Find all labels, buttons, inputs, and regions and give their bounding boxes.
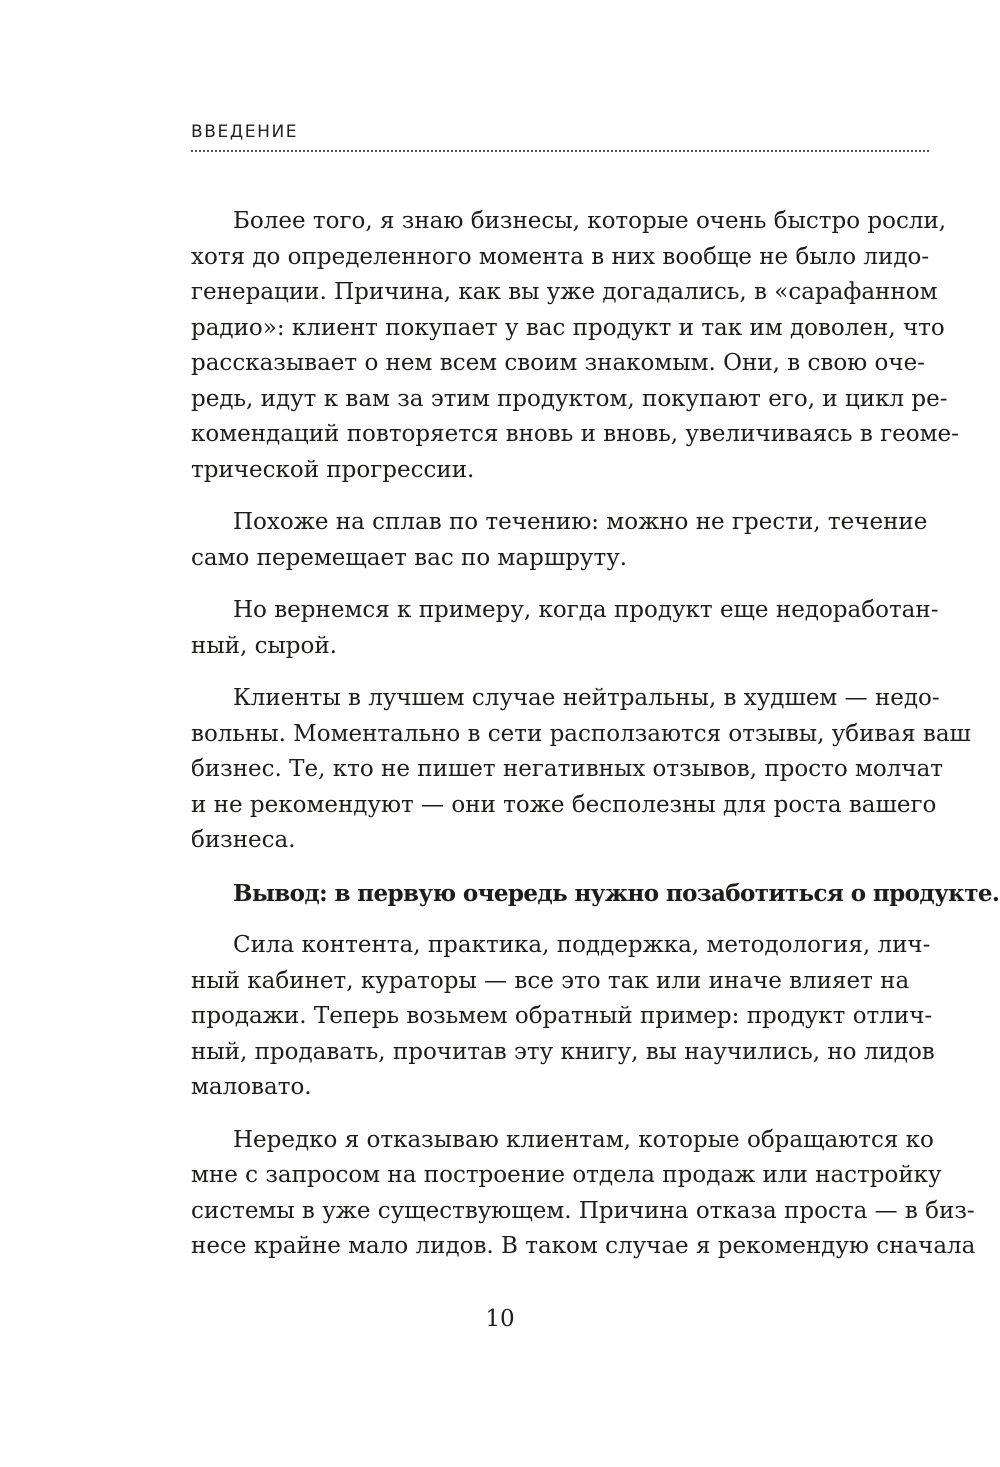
body-text [191, 204, 1000, 1282]
text-line: Более того, я знаю бизнесы, которые очень быстро росли, [233, 208, 947, 234]
text-line: Нередко я отказываю клиентам, которые обращаются ко [233, 1126, 934, 1153]
paragraph-raw-product [191, 593, 939, 664]
text-line: Сила контента, практика, поддержка, методология, лич- [233, 932, 931, 958]
text-line: ный кабинет, кураторы — все это так или иначе влияет на [191, 967, 910, 994]
header-dotted-rule [191, 150, 929, 152]
text-line: трической прогрессии. [191, 456, 475, 483]
text-line: системы в уже существующем. Причина отказа проста — в биз- [191, 1197, 975, 1224]
paragraph-unhappy-clients [191, 681, 971, 859]
text-line: хотя до определенного момента в них вообще не было лидо- [191, 243, 930, 270]
text-line: продажи. Теперь возьмем обратный пример: продукт отлич- [191, 1003, 933, 1029]
running-header: ВВЕДЕНИЕ [191, 122, 299, 142]
text-line: вольны. Моментально в сети расползаются отзывы, убивая ваш [191, 720, 971, 747]
text-line: бизнеса. [191, 827, 296, 853]
text-line: Клиенты в лучшем случае нейтральны, в худшем — недо- [233, 685, 940, 711]
text-line: радио»: клиент покупает у вас продукт и так им доволен, что [191, 314, 945, 341]
text-line: комендаций повторяется вновь и вновь, увеличиваясь в геоме- [191, 421, 959, 447]
text-line: и не рекомендуют — они тоже бесполезны для роста вашего [191, 791, 937, 818]
text-line: генерации. Причина, как вы уже догадались, в «сарафанном [191, 279, 938, 305]
paragraph-refusing-clients [191, 1123, 976, 1265]
paragraph-conclusion [191, 876, 1000, 912]
paragraph-river-metaphor [191, 505, 928, 576]
page-number: 10 [485, 1306, 515, 1332]
paragraph-product-quality [191, 928, 935, 1106]
text-line: рассказывает о нем всем своим знакомым. Они, в свою оче- [191, 350, 925, 376]
text-line: несе крайне мало лидов. В таком случае я рекомендую сначала [191, 1233, 976, 1259]
text-line: редь, идут к вам за этим продуктом, покупают его, и цикл ре- [191, 385, 948, 412]
text-line: само перемещает вас по маршруту. [191, 544, 628, 571]
text-line: бизнес. Те, кто не пишет негативных отзывов, просто молчат [191, 756, 944, 782]
text-line: Похоже на сплав по течению: можно не грести, течение [233, 509, 928, 535]
text-line: ный, сырой. [191, 632, 337, 659]
text-line: маловато. [191, 1074, 312, 1100]
text-line: мне с запросом на построение отдела продаж или настройку [191, 1162, 942, 1188]
text-line: Но вернемся к примеру, когда продукт еще недоработан- [233, 597, 939, 623]
text-line: ный, продавать, прочитав эту книгу, вы научились, но лидов [191, 1038, 935, 1065]
text-line: Вывод: в первую очередь нужно позаботиться о продукте. [233, 879, 1000, 907]
paragraph-word-of-mouth [191, 204, 959, 488]
